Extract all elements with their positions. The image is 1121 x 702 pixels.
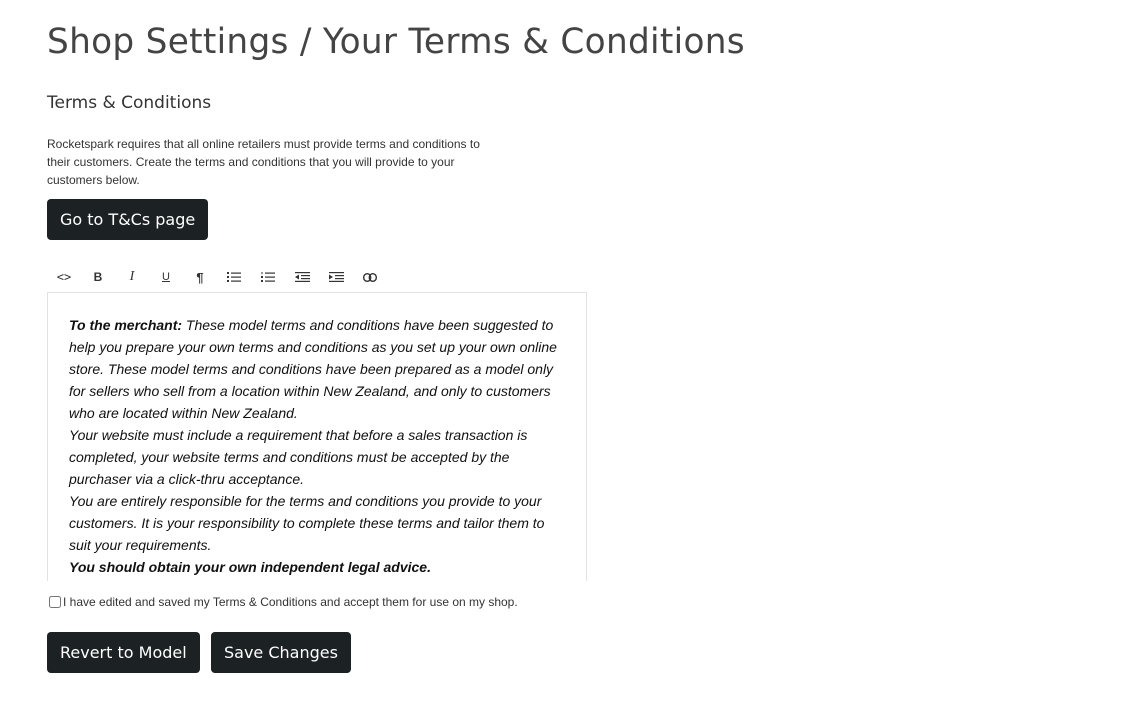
italic-glyph: I: [129, 269, 135, 284]
outdent-icon[interactable]: [285, 262, 319, 292]
editor-paragraph-legal-advice: [69, 556, 566, 578]
save-changes-button[interactable]: Save Changes: [211, 632, 351, 673]
editor-content[interactable]: [48, 293, 586, 578]
bulleted-list-icon[interactable]: [217, 262, 251, 292]
merchant-label: To the merchant:: [69, 317, 183, 333]
accept-terms-checkbox[interactable]: [49, 596, 61, 608]
editor-paragraph-responsibility: You are entirely responsible for the terms and conditions you provide to your customers. It is your responsibility to complete these terms and tailor them to suit your requirements.: [69, 493, 545, 553]
underline-glyph: U: [162, 271, 170, 283]
underline-icon[interactable]: [149, 262, 183, 292]
editor-paragraph-click-thru: Your website must include a requirement that before a sales transaction is completed, your website terms and conditions must be accepted by the purchaser via a click-thru acceptance.: [69, 427, 528, 487]
terms-editor[interactable]: [47, 292, 587, 581]
code-view-glyph: <>: [56, 270, 72, 284]
go-to-tcs-button[interactable]: Go to T&Cs page: [47, 199, 208, 240]
accept-terms-row[interactable]: [48, 595, 518, 609]
section-description: Rocketspark requires that all online retailers must provide terms and conditions to their customers. Create the terms and conditions that you will provide to your customers below.: [47, 137, 480, 187]
paragraph-icon[interactable]: [183, 262, 217, 292]
indent-icon[interactable]: [319, 262, 353, 292]
italic-icon[interactable]: [115, 262, 149, 292]
paragraph-glyph: ¶: [196, 269, 204, 285]
legal-advice-text: You should obtain your own independent legal advice.: [69, 559, 431, 575]
revert-to-model-button[interactable]: Revert to Model: [47, 632, 200, 673]
bold-glyph: B: [93, 270, 103, 284]
code-view-icon[interactable]: [47, 262, 81, 292]
merchant-text: These model terms and conditions have been suggested to help you prepare your own terms and conditions as you set up your own online store. These model terms and conditions have been prepared as a model only for sellers who sell from a location within New Zealand, and only to customers who are located within New Zealand.: [69, 317, 557, 421]
numbered-list-icon[interactable]: [251, 262, 285, 292]
editor-paragraph-merchant: [69, 314, 566, 424]
link-icon[interactable]: [353, 262, 387, 292]
accept-terms-label: I have edited and saved my Terms & Conditions and accept them for use on my shop.: [63, 595, 518, 609]
page-title: Shop Settings / Your Terms & Conditions: [47, 22, 745, 62]
section-title: Terms & Conditions: [47, 93, 212, 113]
bold-icon[interactable]: [81, 262, 115, 292]
editor-toolbar: [47, 262, 587, 292]
